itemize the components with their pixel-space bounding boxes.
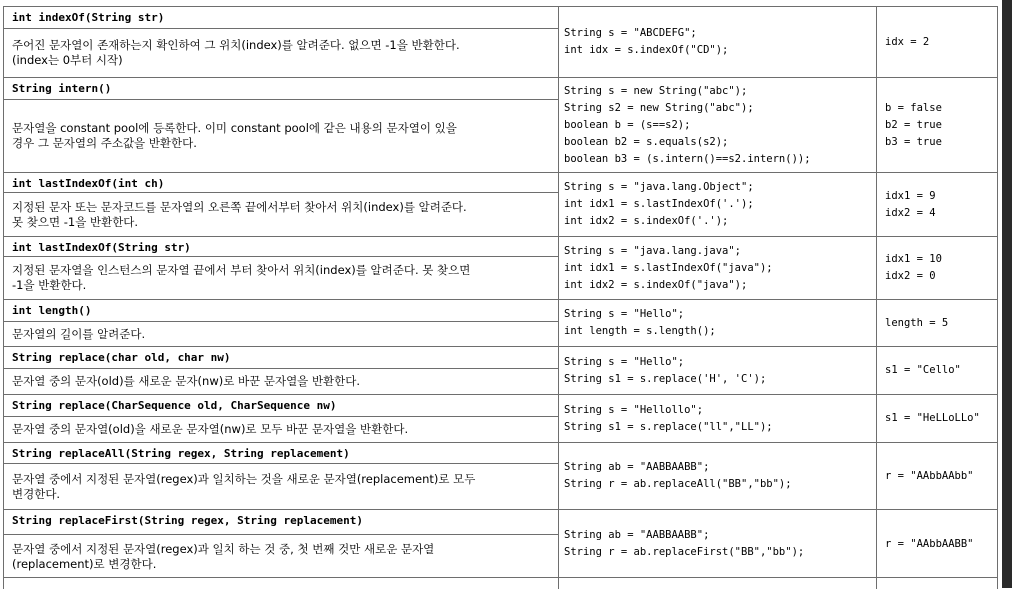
result-value (876, 443, 998, 509)
example-code (558, 300, 876, 346)
table-row (3, 509, 998, 578)
result-line: r = "AAbbAABB" (885, 537, 974, 550)
code-line: int idx = s.indexOf("CD"); (564, 44, 729, 56)
code-line: boolean b = (s==s2); (564, 118, 691, 131)
column-divider (3, 578, 4, 589)
column-divider (997, 578, 998, 589)
example-code (558, 7, 876, 77)
example-code (558, 78, 876, 172)
description-line: 지정된 문자열을 인스턴스의 문자열 끝에서 부터 찾아서 위치(index)를 알려준다. 못 찾으면 (12, 263, 471, 277)
code-line: String s = "java.lang.java"; (564, 244, 742, 257)
result-value (876, 510, 998, 578)
method-cell (3, 443, 559, 509)
example-code (558, 347, 876, 394)
description-line: (index는 0부터 시작) (12, 53, 123, 67)
method-description (4, 464, 559, 509)
method-description (4, 322, 559, 346)
table-row (3, 394, 998, 442)
method-description (4, 257, 559, 299)
result-line: b = false (885, 101, 942, 114)
result-line: idx2 = 4 (885, 206, 936, 219)
result-line: length = 5 (885, 316, 949, 329)
example-code (558, 510, 876, 578)
result-line: r = "AAbbAAbb" (885, 469, 974, 482)
result-value (876, 347, 998, 394)
description-line: 경우 그 문자열의 주소값을 반환한다. (12, 136, 197, 150)
code-line: String s1 = s.replace('H', 'C'); (564, 372, 767, 385)
result-line: s1 = "Cello" (885, 364, 961, 376)
description-line: 문자열의 길이를 알려준다. (12, 326, 146, 341)
method-description (4, 100, 559, 172)
column-divider (876, 578, 877, 589)
code-line: boolean b2 = s.equals(s2); (564, 135, 729, 148)
result-value (876, 237, 998, 299)
description-line: 못 찾으면 -1을 반환한다. (12, 214, 139, 229)
result-line: idx1 = 9 (885, 189, 936, 202)
description-line: 문자열 중의 문자열(old)을 새로운 문자열(nw)로 모두 바꾼 문자열을 반환한다. (12, 422, 409, 436)
code-line: String r = ab.replaceAll("BB","bb"); (564, 478, 792, 490)
method-signature: String replaceAll(String regex, String replacement) (4, 443, 559, 464)
description-line: (replacement)로 변경한다. (12, 556, 157, 571)
table-row (3, 6, 998, 77)
result-value (876, 173, 998, 236)
table-next-row-edge (3, 577, 998, 589)
code-line: boolean b3 = (s.intern()==s2.intern()); (564, 152, 811, 165)
example-code (558, 443, 876, 509)
result-value (876, 395, 998, 442)
table-row (3, 442, 998, 509)
column-divider (558, 578, 559, 589)
method-cell (3, 347, 559, 394)
code-line: String ab = "AABBAABB"; (564, 461, 710, 473)
result-line: b3 = true (885, 135, 942, 148)
code-line: String s = "java.lang.Object"; (564, 181, 754, 193)
code-line: int idx1 = s.lastIndexOf("java"); (564, 261, 773, 274)
example-code (558, 395, 876, 442)
code-line: String s = "Hellollo"; (564, 403, 704, 416)
method-signature: int indexOf(String str) (4, 7, 559, 29)
code-line: String s = new String("abc"); (564, 84, 748, 97)
description-line: 변경한다. (12, 486, 61, 501)
code-line: String s2 = new String("abc"); (564, 101, 754, 114)
table-row (3, 77, 998, 172)
code-line: int idx2 = s.indexOf("java"); (564, 278, 748, 291)
result-line: idx = 2 (885, 35, 930, 48)
code-line: int idx1 = s.lastIndexOf('.'); (564, 198, 754, 210)
description-line: 문자열 중에서 지정된 문자열(regex)과 일치하는 것을 새로운 문자열(replacement)로 모두 (12, 471, 476, 486)
code-line: String r = ab.replaceFirst("BB","bb"); (564, 546, 805, 558)
code-line: String s1 = s.replace("ll","LL"); (564, 420, 773, 433)
method-signature: int lastIndexOf(String str) (4, 237, 559, 257)
description-line: 문자열을 constant pool에 등록한다. 이미 constant pool에 같은 내용의 문자열이 있을 (12, 121, 457, 135)
result-line: idx1 = 10 (885, 253, 942, 265)
description-line: 지정된 문자 또는 문자코드를 문자열의 오른쪽 끝에서부터 찾아서 위치(index)를 알려준다. (12, 199, 467, 214)
method-signature: String replace(CharSequence old, CharSequence nw) (4, 395, 559, 417)
method-cell (3, 78, 559, 172)
method-description (4, 29, 559, 77)
example-code (558, 237, 876, 299)
method-description (4, 369, 559, 394)
method-signature: int length() (4, 300, 559, 322)
method-signature: String intern() (4, 78, 559, 100)
method-cell (3, 7, 559, 77)
result-value (876, 300, 998, 346)
code-line: String ab = "AABBAABB"; (564, 529, 710, 541)
method-signature: int lastIndexOf(int ch) (4, 173, 559, 193)
table-row (3, 172, 998, 236)
description-line: 문자열 중에서 지정된 문자열(regex)과 일치 하는 것 중, 첫 번째 것만 새로운 문자열 (12, 541, 435, 556)
table-row (3, 299, 998, 346)
code-line: int length = s.length(); (564, 325, 716, 337)
table-row (3, 236, 998, 299)
window-edge-bar (1002, 0, 1012, 588)
code-line: int idx2 = s.indexOf('.'); (564, 215, 729, 227)
description-line: 주어진 문자열이 존재하는지 확인하여 그 위치(index)를 알려준다. 없으면 -1을 반환한다. (12, 38, 460, 52)
result-value (876, 7, 998, 77)
code-line: String s = "Hello"; (564, 355, 685, 368)
table-row (3, 346, 998, 394)
method-signature: String replaceFirst(String regex, String replacement) (4, 510, 559, 535)
description-line: 문자열 중의 문자(old)를 새로운 문자(nw)로 바꾼 문자열을 반환한다. (12, 374, 361, 388)
code-line: String s = "Hello"; (564, 308, 685, 320)
method-signature: String replace(char old, char nw) (4, 347, 559, 369)
method-cell (3, 173, 559, 236)
result-line: idx2 = 0 (885, 270, 936, 282)
code-line: String s = "ABCDEFG"; (564, 27, 697, 39)
description-line: -1을 반환한다. (12, 278, 87, 292)
result-line: s1 = "HeLLoLLo" (885, 412, 980, 424)
example-code (558, 173, 876, 236)
result-line: b2 = true (885, 118, 942, 131)
method-cell (3, 237, 559, 299)
method-cell (3, 300, 559, 346)
method-description (4, 535, 559, 578)
method-cell (3, 395, 559, 442)
method-description (4, 193, 559, 236)
method-description (4, 417, 559, 442)
result-value (876, 78, 998, 172)
method-cell (3, 510, 559, 578)
